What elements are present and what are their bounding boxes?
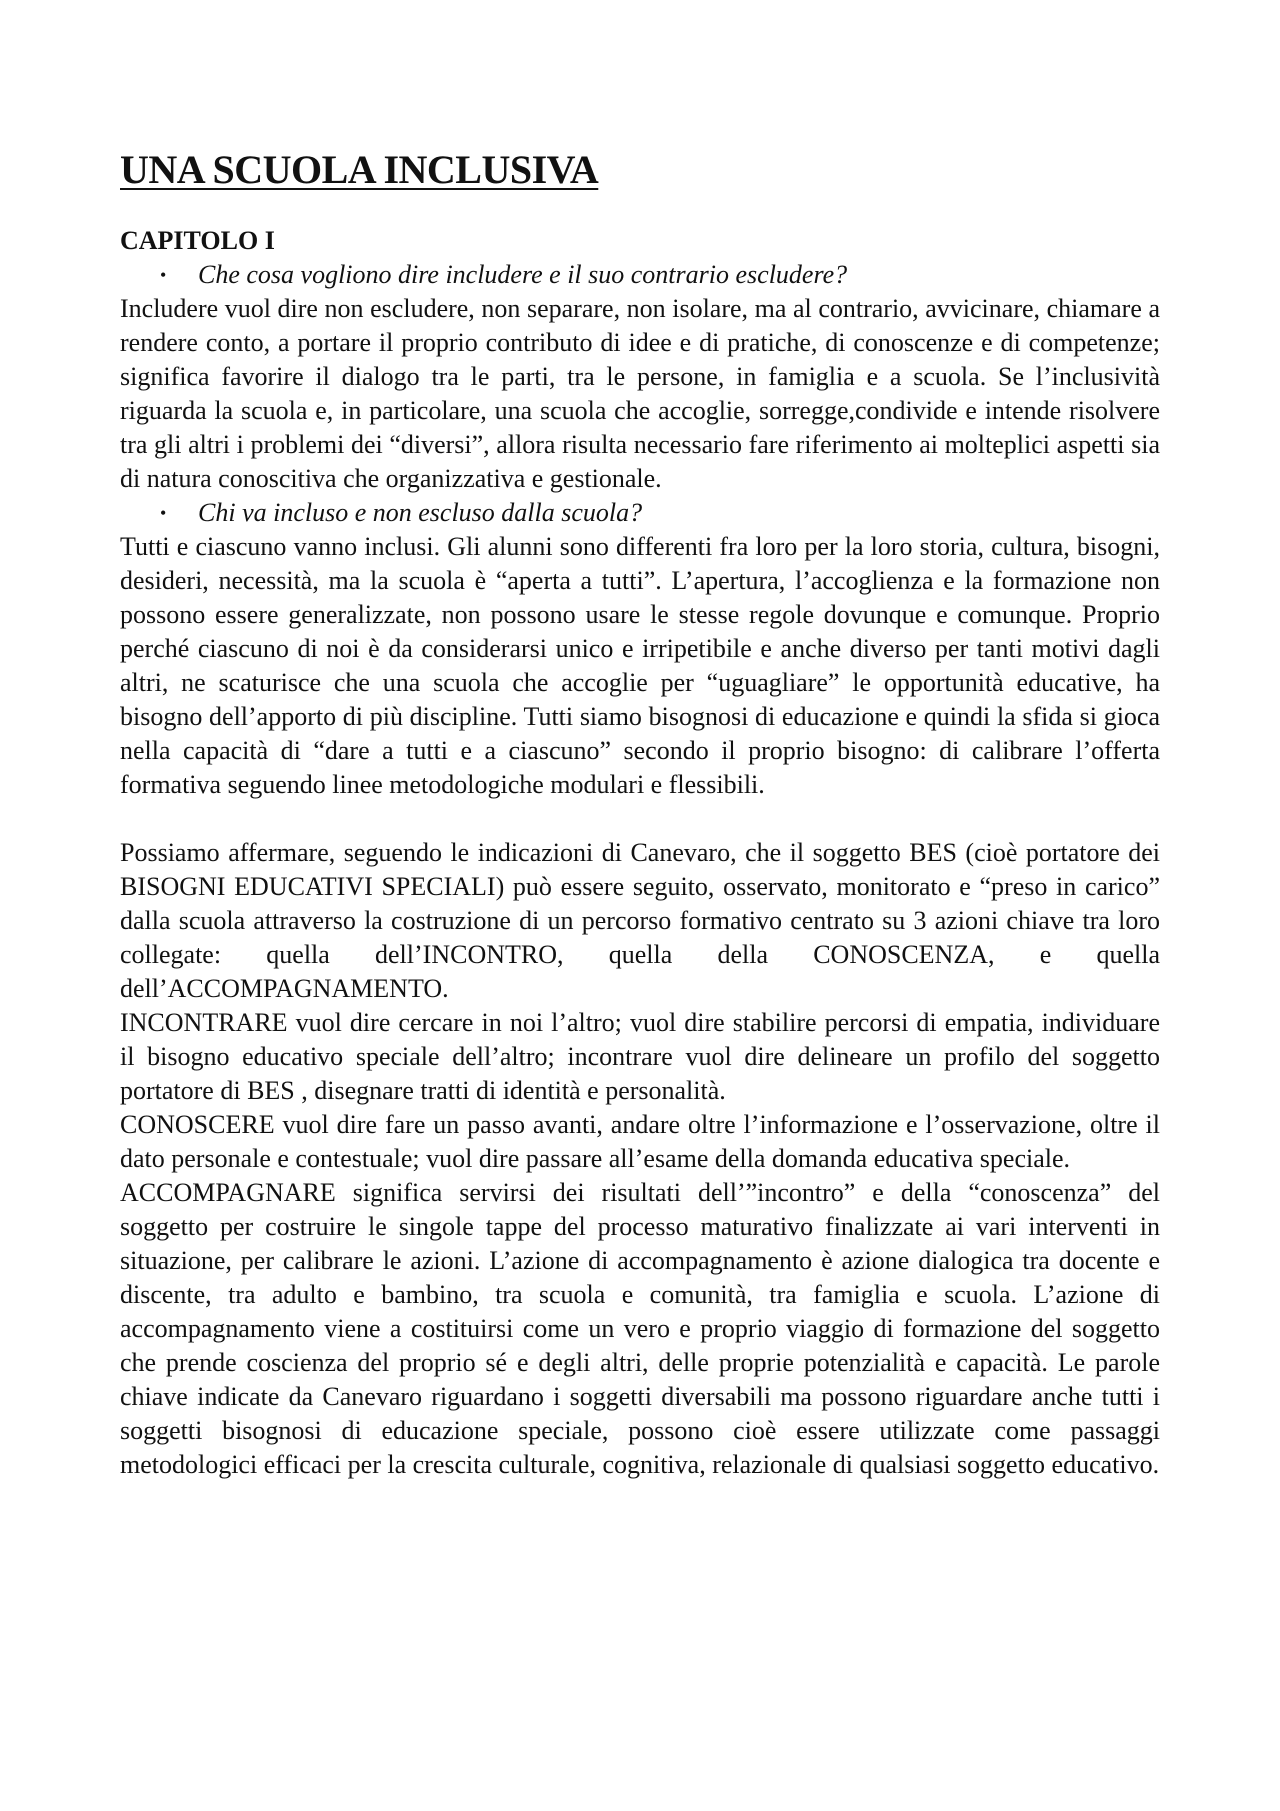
question-text: Chi va incluso e non escluso dalla scuola? <box>198 498 643 527</box>
paragraph: Includere vuol dire non escludere, non separare, non isolare, ma al contrario, avvicinare, chiamare a rendere conto, a portare il proprio contributo di idee e di pratiche, di conoscenze e di competenze; significa favorire il dialogo tra le parti, tra le persone, in famiglia e a scuola. Se l’inclusività riguarda la scuola e, in particolare, una scuola che accoglie, sorregge,condivide e intende risolvere tra gli altri i problemi dei “diversi”, allora risulta necessario fare riferimento ai molteplici aspetti sia di natura conoscitiva che organizzativa e gestionale. <box>120 294 1160 493</box>
document-body <box>120 224 1160 1482</box>
paragraph: Tutti e ciascuno vanno inclusi. Gli alunni sono differenti fra loro per la loro storia, cultura, bisogni, desideri, necessità, ma la scuola è “aperta a tutti”. L’apertura, l’accoglienza e la formazione non possono essere generalizzate, non possono usare le stesse regole dovunque e comunque. Proprio perché ciascuno di noi è da considerarsi unico e irripetibile e anche diverso per tanti motivi dagli altri, ne scaturisce che una scuola che accoglie per “uguagliare” le opportunità educative, ha bisogno dell’apporto di più discipline. Tutti siamo bisognosi di educazione e quindi la sfida si gioca nella capacità di “dare a tutti e a ciascuno” secondo il proprio bisogno: di calibrare l’offerta formativa seguendo linee metodologiche modulari e flessibili. <box>120 532 1160 799</box>
paragraph: INCONTRARE vuol dire cercare in noi l’altro; vuol dire stabilire percorsi di empatia, individuare il bisogno educativo speciale dell’altro; incontrare vuol dire delineare un profilo del soggetto portatore di BES , disegnare tratti di identità e personalità. <box>120 1008 1160 1105</box>
chapter-heading: CAPITOLO I <box>120 226 275 255</box>
question-text: Che cosa vogliono dire includere e il suo contrario escludere? <box>198 260 848 289</box>
paragraph-spacer <box>120 802 1160 836</box>
question-item <box>120 496 1160 530</box>
paragraph: ACCOMPAGNARE significa servirsi dei risultati dell’”incontro” e della “conoscenza” del soggetto per costruire le singole tappe del processo maturativo finalizzate ai vari interventi in situazione, per calibrare le azioni. L’azione di accompagnamento è azione dialogica tra docente e discente, tra adulto e bambino, tra scuola e comunità, tra famiglia e scuola. L’azione di accompagnamento viene a costituirsi come un vero e proprio viaggio di formazione del soggetto che prende coscienza del proprio sé e degli altri, delle proprie potenzialità e capacità. Le parole chiave indicate da Canevaro riguardano i soggetti diversabili ma possono riguardare anche tutti i soggetti bisognosi di educazione speciale, possono cioè essere utilizzate come passaggi metodologici efficaci per la crescita culturale, cognitiva, relazionale di qualsiasi soggetto educativo. <box>120 1178 1160 1479</box>
paragraph: CONOSCERE vuol dire fare un passo avanti, andare oltre l’informazione e l’osservazione, oltre il dato personale e contestuale; vuol dire passare all’esame della domanda educativa speciale. <box>120 1110 1160 1173</box>
bullet-icon: • <box>160 503 167 523</box>
document-title: UNA SCUOLA INCLUSIVA <box>120 147 599 192</box>
question-item <box>120 258 1160 292</box>
paragraph: Possiamo affermare, seguendo le indicazioni di Canevaro, che il soggetto BES (cioè portatore dei BISOGNI EDUCATIVI SPECIALI) può essere seguito, osservato, monitorato e “preso in carico” dalla scuola attraverso la costruzione di un percorso formativo centrato su 3 azioni chiave tra loro collegate: quella dell’INCONTRO, quella della CONOSCENZA, e quella dell’ACCOMPAGNAMENTO. <box>120 838 1160 1003</box>
bullet-icon: • <box>160 265 167 285</box>
